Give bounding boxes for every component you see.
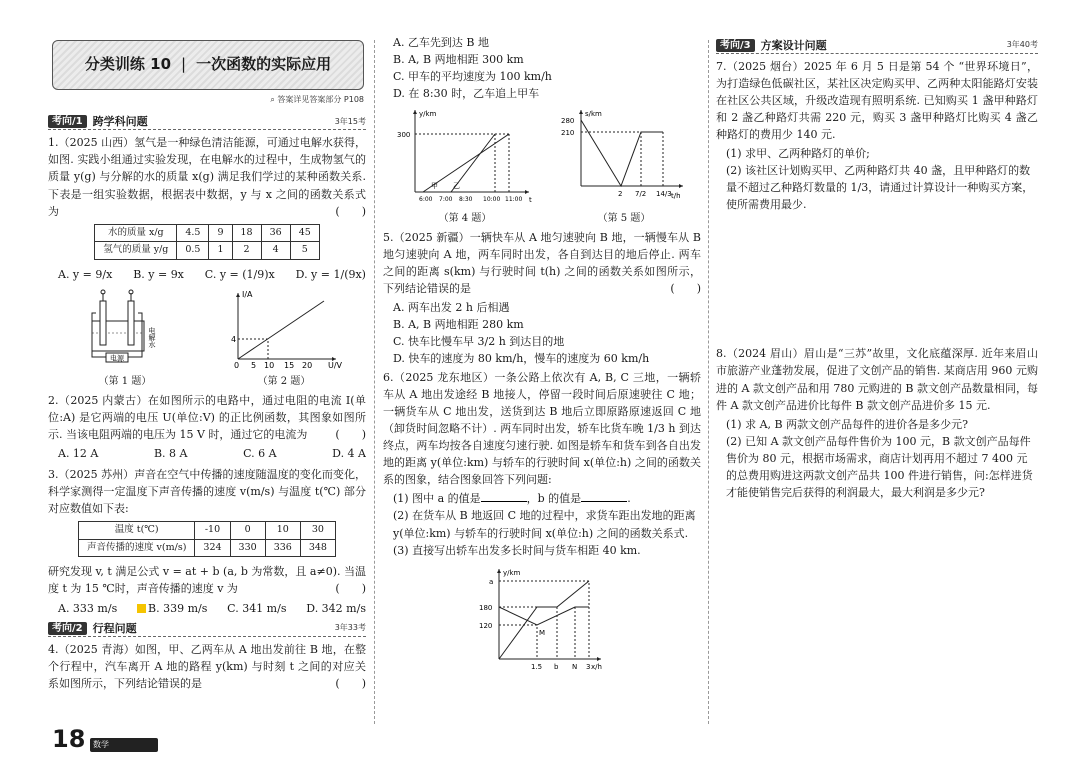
question-text: 4.（2025 青海）如图，甲、乙两车从 A 地出发前往 B 地，在整个行程中，汽车离开 A 地的路程 y(km) 与时刻 t 之间的对应关系如图所示，下列结论错误的是 [48,642,366,690]
table-cell: 声音传播的速度 v(m/s) [79,539,195,557]
question-1 [48,134,366,219]
table-cell: 1 [209,242,232,260]
option-a[interactable]: A. 两车出发 2 h 后相遇 [393,300,510,314]
two-cars-graph [395,106,535,206]
table-cell: 336 [265,539,300,557]
tick-label: 0 [234,361,240,370]
answer-blank[interactable] [481,501,527,502]
axis-label-y: s/km [585,110,602,119]
tick-label: 7:00 [439,196,453,204]
column-left [48,34,366,764]
section-title: 行程问题 [92,621,137,635]
figure-caption: （第 2 题） [257,376,311,388]
section-tag: 考向/1 [48,115,87,128]
current-voltage-graph [224,287,344,369]
tick-label: 300 [397,131,411,140]
options-row [48,266,366,283]
question-text: 研究发现 v, t 满足公式 v = at + b (a, b 为常数，且 a≠0). 当温度 t 为 15 ℃时，声音传播的速度 v 为 [48,565,366,596]
axis-label-x: t [529,196,532,205]
option-c[interactable]: C. y = (1/9)x [204,268,275,282]
car-truck-graph [477,563,607,673]
table-cell: 水的质量 x/g [95,224,177,242]
option-b[interactable]: B. 8 A [153,446,188,460]
question-6 [383,369,701,488]
figure-row [48,287,366,390]
option-a[interactable]: A. 乙车先到达 B 地 [393,36,490,49]
tick-label: a [489,577,494,586]
question-7 [716,58,1038,143]
tick-label: 6:00 [419,196,433,204]
table-cell: 36 [261,224,290,242]
table-cell: 18 [232,224,261,242]
table-cell: 330 [230,539,265,557]
tick-label: 8:30 [459,196,473,204]
option-a[interactable]: A. y = 9/x [58,268,113,282]
figure-2 [224,287,344,390]
option-d[interactable]: D. y = 1/(9x) [295,268,366,282]
option-b[interactable]: B. A, B 两地相距 300 km [393,53,524,67]
section-header-2 [48,621,366,637]
figure-caption: （第 1 题） [98,376,152,388]
tick-label: 120 [479,621,493,630]
figure-caption: （第 5 题） [597,213,651,225]
part-text: ，b 的值是 [526,492,582,506]
option-c[interactable]: C. 甲车的平均速度为 100 km/h [393,70,552,84]
axis-label-y: y/km [419,110,437,119]
figure-6 [383,563,701,673]
figure-5 [559,106,689,227]
option-d[interactable]: D. 4 A [332,446,366,460]
section-frequency: 3年15考 [334,116,366,126]
tick-label: 3 [586,662,591,671]
tick-label: 5 [251,361,257,370]
option-d[interactable]: D. 在 8:30 时，乙车追上甲车 [393,87,540,101]
table-cell: 0 [230,521,265,539]
tick-label: 4 [231,335,237,345]
tick-label: 14/3 [656,190,672,199]
option-c[interactable]: C. 6 A [243,446,277,460]
question-3 [48,466,366,517]
table-cell: 30 [300,521,335,539]
question-text: 7.（2025 烟台）2025 年 6 月 5 日是第 54 个 “世界环境日”，为打造绿色低碳社区，某社区决定购买甲、乙两种太阳能路灯安装在社区公共区域，升级改造现有照明系统. 已知购买 1 盏甲种路灯和 2 盏乙种路灯共需 220 元，购买 3 盏甲种路灯比购买 4 盏乙种路灯的费用少 140 元. [716,60,1038,142]
column-divider [708,40,709,724]
line-label-yi: 乙 [453,182,460,191]
water-label: 电解水 [148,327,156,349]
section-title: 跨学科问题 [92,115,148,129]
table-cell: 348 [300,539,335,557]
tick-label: b [554,662,559,671]
options-list [383,299,701,367]
option-b[interactable]: B. A, B 两地相距 280 km [393,317,524,331]
question-2 [48,392,366,443]
options-row [48,600,366,617]
option-c[interactable]: C. 341 m/s [227,601,287,615]
answer-bracket: ( ) [335,427,366,441]
option-d[interactable]: D. 快车的速度为 80 km/h，慢车的速度为 60 km/h [393,352,650,366]
table-cell: 2 [232,242,261,260]
figure-row [383,106,701,227]
column-right [716,34,1038,764]
distance-time-graph [559,106,689,206]
figure-caption: （第 4 题） [438,213,492,225]
table-cell: -10 [195,521,230,539]
part-text: (1) 图中 a 的值是 [393,492,481,506]
section-tag: 考向/2 [48,622,87,635]
title-separator: | [181,55,187,74]
table-cell: 温度 t(℃) [79,521,195,539]
table-cell: 5 [290,242,319,260]
option-b-text: B. 339 m/s [148,601,208,615]
question-8-part-2: (2) 已知 A 款文创产品每件售价为 100 元，B 款文创产品每件售价为 80 元，根据市场需求，商店计划再用不超过 7 400 元的总费用购进这两款文创产品共 100 件进行销售，问:怎样进货才能使销售完后获得的利润最大，最大利润是多少元? [726,434,1033,499]
tick-label: 10 [264,361,275,370]
table-cell: 氢气的质量 y/g [95,242,177,260]
figure-4 [395,106,535,227]
answer-blank[interactable] [581,501,627,502]
question-6-part-2: (2) 在货车从 B 地返回 C 地的过程中，求货车距出发地的距离 y(单位:km) 与轿车的行驶时间 x(单位:h) 之间的函数关系式. [393,509,696,540]
answer-reference [48,94,364,106]
question-6-part-1: (1) 图中 a 的值是 ，b 的值是 . [393,492,631,506]
section-frequency: 3年33考 [334,622,366,632]
question-3-continued [48,563,366,597]
answer-bracket: ( ) [335,676,366,690]
table-cell: 0.5 [177,242,209,260]
section-title: 方案设计问题 [760,38,827,52]
axis-label-x: x/h [591,662,602,671]
table-cell: 9 [209,224,232,242]
page-title [52,40,364,90]
tick-label: N [572,662,578,671]
section-tag: 考向/3 [716,39,755,52]
series-logo: 数学 [90,738,158,752]
tick-label: 180 [479,603,493,612]
search-icon: ⌕ [270,95,275,104]
tick-label: 10:00 [483,196,501,204]
question-7-part-2: (2) 该社区计划购买甲、乙两种路灯共 40 盏，且甲种路灯的数量不超过乙种路灯数量的 1/3，请通过计算设计一种购买方案，使所需费用最少. [726,164,1034,212]
table-cell: 324 [195,539,230,557]
answer-bracket: ( ) [670,281,701,295]
tick-label: 280 [561,117,575,126]
answer-space [716,213,1038,345]
tick-label: 15 [284,361,295,370]
table-cell: 10 [265,521,300,539]
page-number: 18 [52,724,86,753]
options-row [48,445,366,462]
question-text: 6.（2025 龙东地区）一条公路上依次有 A, B, C 三地，一辆轿车从 A 地出发途经 B 地接人，停留一段时间后原速驶往 C 地；一辆货车从 C 地出发，送货到达 B 地后立即原路原速返回 C 地（卸货时间忽略不计）. 两车同时出发，轿车比货车晚 1/3 h 到达终点，两车均按各自速度匀速行驶. 如图是轿车和货车到各自出发地的距离 y(单位:km) 与轿车的行驶时间 x(单位:h) 之间的函数关系的图象，结合图象回答下列问题: [383,371,701,487]
title-main: 分类训练 10 [84,55,172,74]
figure-1 [70,287,180,390]
question-text: 2.（2025 内蒙古）在如图所示的电路中，通过电阻的电流 I(单位:A) 是它两端的电压 U(单位:V) 的正比例函数，其图象如图所示. 当该电阻两端的电压为 15 V 时，通过它的电流为 [48,393,366,441]
axis-label-x: t/h [671,192,681,201]
question-text: 1.（2025 山西）氢气是一种绿色清洁能源，可通过电解水获得，如图. 实践小组通过实验发现，在电解水的过程中，生成物氢气的质量 y(g) 与分解的水的质量 x(g) 满足我们学过的某种函数关系. 下表是一组实验数据，根据表中数据，y 与 x 之间的函数关系式为 [48,136,366,218]
answer-reference-text: 答案详见答案部分 P108 [277,95,364,104]
option-b[interactable] [137,600,207,617]
highlight-marker [137,604,146,613]
section-header-1 [48,114,366,130]
axis-label-y: y/km [503,568,521,577]
tick-label: 7/2 [635,190,647,199]
table-cell: 45 [290,224,319,242]
electrolysis-diagram [70,287,180,369]
tick-label: 1.5 [531,662,543,671]
option-a[interactable]: A. 333 m/s [58,601,118,615]
option-b[interactable]: B. y = 9x [133,268,184,282]
data-table [94,224,320,260]
tick-label: 20 [302,361,313,370]
section-header-3 [716,38,1038,54]
title-sub: 一次函数的实际应用 [196,55,332,74]
option-c[interactable]: C. 快车比慢车早 3/2 h 到达目的地 [393,335,565,349]
line-label-jia: 甲 [431,182,438,191]
option-a[interactable]: A. 12 A [58,446,99,460]
answer-bracket: ( ) [335,582,366,596]
section-frequency: 3年40考 [1006,40,1038,50]
question-text: 3.（2025 苏州）声音在空气中传播的速度随温度的变化而变化，科学家测得一定温度下声音传播的速度 v(m/s) 与温度 t(℃) 部分对应数值如下表: [48,467,366,515]
options-list [383,34,701,102]
data-table [78,521,336,557]
question-8 [716,345,1038,413]
option-d[interactable]: D. 342 m/s [306,601,366,615]
question-7-part-1: (1) 求甲、乙两种路灯的单价; [726,147,870,161]
column-divider [374,40,375,724]
answer-bracket: ( ) [335,204,366,218]
table-cell: 4.5 [177,224,209,242]
column-middle [383,34,701,764]
axis-label-x: U/V [328,361,343,370]
tick-label: 2 [618,190,623,199]
question-4 [48,641,366,692]
table-cell: 4 [261,242,290,260]
point-label-m: M [539,628,546,637]
question-8-part-1: (1) 求 A, B 两款文创产品每件的进价各是多少元? [726,417,968,431]
power-label: 电源 [110,354,124,363]
question-5 [383,229,701,297]
tick-label: 11:00 [505,196,523,204]
tick-label: 210 [561,129,575,138]
question-6-part-3: (3) 直接写出轿车出发多长时间与货车相距 40 km. [393,543,641,557]
question-text: 5.（2025 新疆）一辆快车从 A 地匀速驶向 B 地，一辆慢车从 B 地匀速驶向 A 地，两车同时出发，各自到达目的地后停止. 两车之间的距离 s(km) 与行驶时间 t(h) 之间的函数关系如图所示，下列结论错误的是 [383,230,701,295]
question-text: 8.（2024 眉山）眉山是“三苏”故里，文化底蕴深厚. 近年来眉山市旅游产业蓬勃发展，促进了文创产品的销售. 某商店用 960 元购进的 A 款文创产品和用 780 元购进的 B 款文创产品数量相同，每件 A 款文创产品进价比每件 B 款文创产品进价多 15 元. [716,347,1038,412]
axis-label-y: I/A [242,290,253,300]
